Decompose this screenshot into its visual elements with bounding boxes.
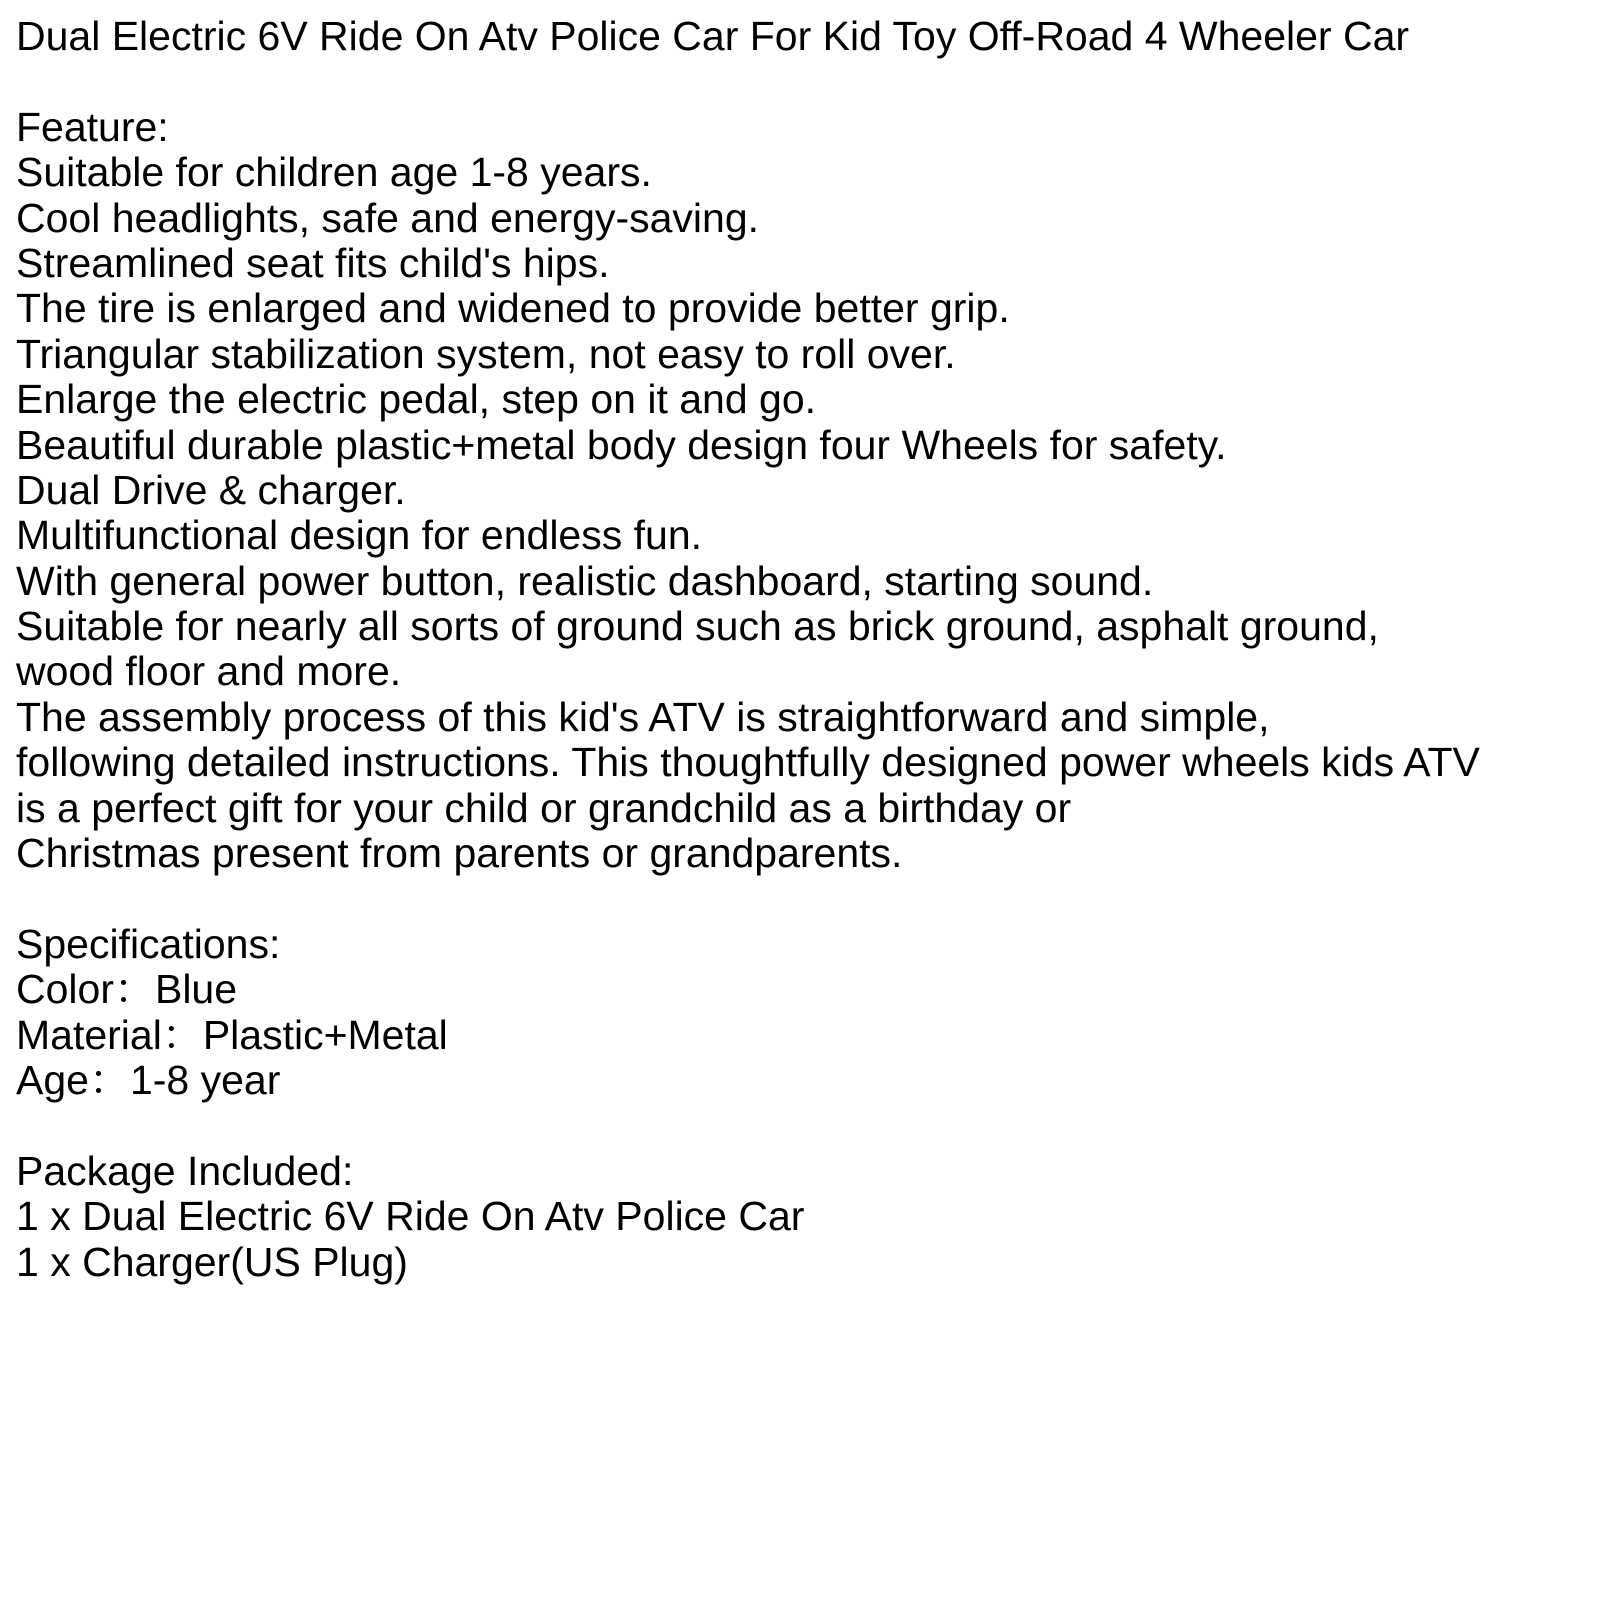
spacer (16, 59, 1591, 104)
feature-line: Streamlined seat fits child's hips. (16, 239, 610, 286)
feature-line: Christmas present from parents or grandparents. (16, 830, 903, 877)
feature-line: Triangular stabilization system, not easy to roll over. (16, 330, 956, 377)
feature-line: Cool headlights, safe and energy-saving. (16, 194, 760, 241)
spec-color: Color：Blue (16, 966, 238, 1013)
product-description (16, 14, 1591, 1285)
product-title: Dual Electric 6V Ride On Atv Police Car For Kid Toy Off-Road 4 Wheeler Car (16, 13, 1410, 59)
feature-line: Beautiful durable plastic+metal body design four Wheels for safety. (16, 421, 1227, 468)
package-heading: Package Included: (16, 1147, 354, 1194)
feature-heading: Feature: (16, 103, 169, 150)
spec-material: Material：Plastic+Metal (16, 1011, 448, 1058)
package-item: 1 x Dual Electric 6V Ride On Atv Police Car (16, 1193, 805, 1240)
package-item: 1 x Charger(US Plug) (16, 1238, 408, 1285)
feature-line: The assembly process of this kid's ATV is straightforward and simple, (16, 693, 1270, 740)
feature-line: is a perfect gift for your child or grandchild as a birthday or (16, 784, 1072, 831)
spacer (16, 876, 1591, 921)
feature-line: Enlarge the electric pedal, step on it and go. (16, 376, 817, 423)
feature-line: Dual Drive & charger. (16, 466, 406, 513)
feature-line: wood floor and more. (16, 648, 402, 695)
feature-line: Suitable for nearly all sorts of ground such as brick ground, asphalt ground, (16, 603, 1379, 650)
feature-line: The tire is enlarged and widened to provide better grip. (16, 285, 1010, 332)
feature-line: following detailed instructions. This thoughtfully designed power wheels kids ATV (16, 739, 1480, 786)
feature-line: Suitable for children age 1-8 years. (16, 149, 652, 196)
spec-age: Age：1-8 year (16, 1056, 281, 1103)
feature-line: With general power button, realistic dashboard, starting sound. (16, 557, 1154, 604)
specifications-heading: Specifications: (16, 920, 281, 967)
spacer (16, 1103, 1591, 1148)
feature-line: Multifunctional design for endless fun. (16, 512, 703, 559)
